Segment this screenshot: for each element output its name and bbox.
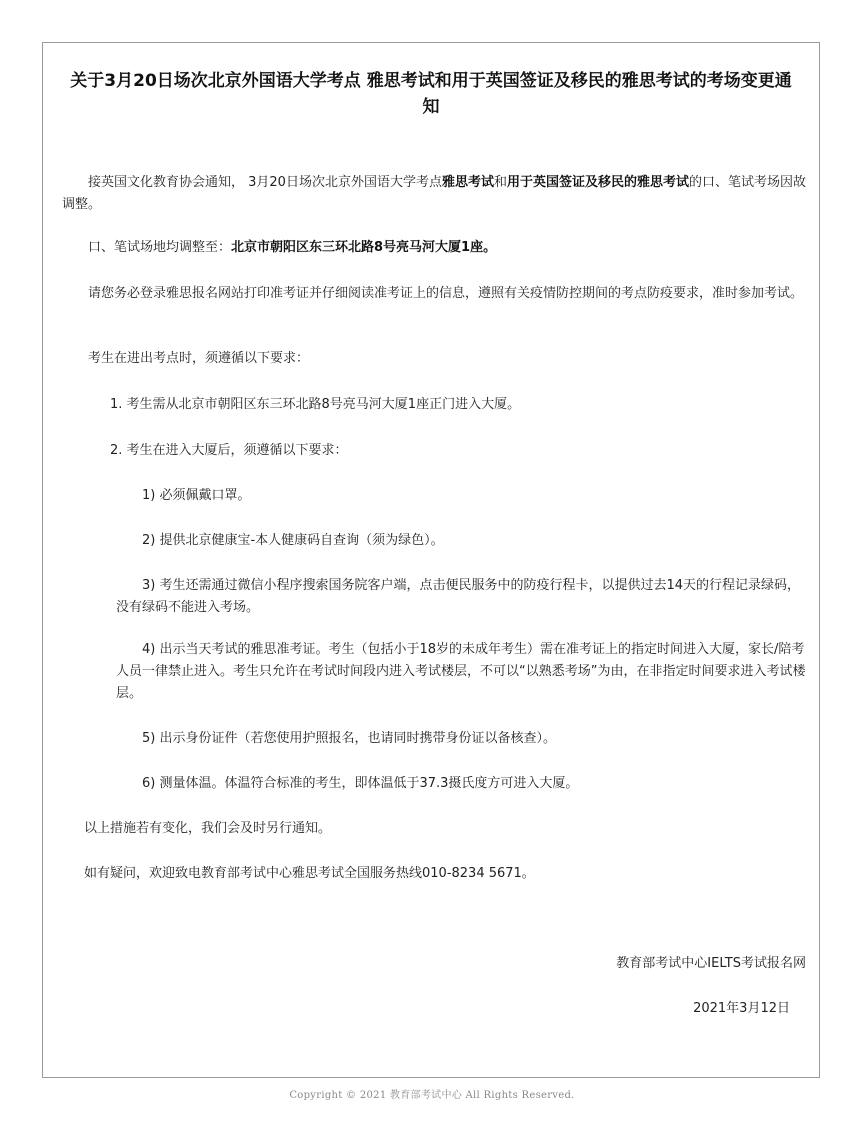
signature: 教育部考试中心IELTS考试报名网	[616, 956, 806, 971]
hotline-paragraph: 如有疑问，欢迎致电教育部考试中心雅思考试全国服务热线010-8234 5671。	[84, 866, 535, 881]
intro-paragraph	[62, 172, 806, 216]
venue-label: 口、笔试场地均调整至：	[88, 240, 232, 255]
venue-address: 北京市朝阳区东三环北路8号亮马河大厦1座。	[231, 240, 497, 255]
intro-text-3: 的口、笔试考场因故调整。	[62, 175, 807, 212]
change-note: 以上措施若有变化，我们会及时另行通知。	[84, 821, 332, 836]
sub-item-1: 1) 必须佩戴口罩。	[142, 488, 251, 503]
sub-item-3: 3) 考生还需通过微信小程序搜索国务院客户端，点击便民服务中的防疫行程卡，以提供过去14天的行程记录绿码，没有绿码不能进入考场。	[116, 578, 801, 615]
requirement-item-1: 1. 考生需从北京市朝阳区东三环北路8号亮马河大厦1座正门进入大厦。	[110, 397, 521, 412]
sub-item-4: 4) 出示当天考试的雅思准考证。考生（包括小于18岁的未成年考生）需在准考证上的指定时间进入大厦，家长/陪考人员一律禁止进入。考生只允许在考试时间段内进入考试楼层，不可以“以熟悉考场”为由，在非指定时间要求进入考试楼层。	[116, 642, 806, 701]
intro-bold-ukvi-exam: 用于英国签证及移民的雅思考试	[506, 175, 689, 190]
copyright-footer: Copyright © 2021 教育部考试中心 All Rights Reserved.	[289, 1090, 575, 1101]
notice-date: 2021年3月12日	[693, 1001, 790, 1016]
intro-text-1: 接英国文化教育协会通知， 3月20日场次北京外国语大学考点	[88, 175, 442, 190]
requirement-item-2: 2. 考生在进入大厦后，须遵循以下要求：	[110, 443, 348, 458]
sub-item-2: 2) 提供北京健康宝-本人健康码自查询（须为绿色）。	[142, 533, 444, 548]
requirements-intro: 考生在进出考点时，须遵循以下要求：	[88, 351, 310, 366]
notice-title: 关于3月20日场次北京外国语大学考点 雅思考试和用于英国签证及移民的雅思考试的考场变更通知	[70, 71, 792, 117]
sub-item-6: 6) 测量体温。体温符合标准的考生，即体温低于37.3摄氏度方可进入大厦。	[142, 776, 579, 791]
intro-text-2: 和	[493, 175, 507, 190]
intro-bold-exam: 雅思考试	[441, 175, 494, 190]
venue-paragraph	[62, 237, 806, 259]
sub-item-5: 5) 出示身份证件（若您使用护照报名，也请同时携带身份证以备核查）。	[142, 731, 556, 746]
print-reminder-paragraph: 请您务必登录雅思报名网站打印准考证并仔细阅读准考证上的信息，遵照有关疫情防控期间的考点防疫要求，准时参加考试。	[88, 286, 804, 301]
